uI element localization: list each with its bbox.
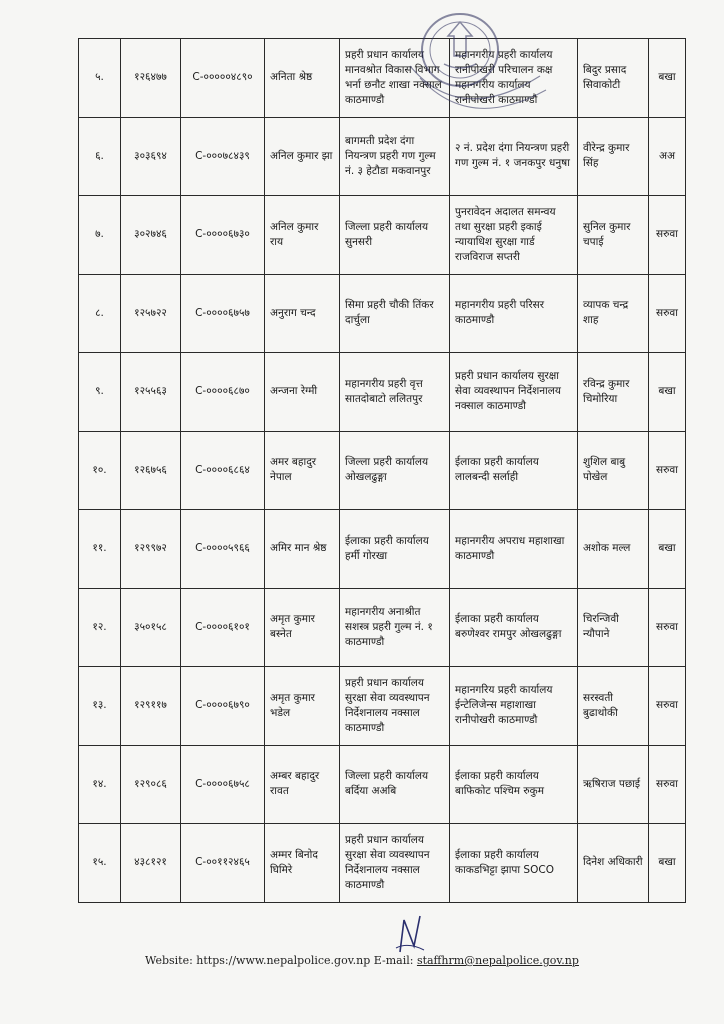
status-cell: सरुवा <box>649 667 686 746</box>
table-body <box>79 39 686 903</box>
employee-id-cell: १२६४७७ <box>121 39 181 118</box>
employee-id-cell: ३०२७४६ <box>121 196 181 275</box>
employee-code-cell: C-००००६७३० <box>181 196 265 275</box>
employee-id-cell: १२९९७२ <box>121 510 181 589</box>
current-office-cell: सिमा प्रहरी चौकी तिंकर दार्चुला <box>340 274 450 353</box>
employee-name-cell: अम्मर बिनोद घिमिरे <box>265 824 340 903</box>
requester-cell: रविन्द्र कुमार चिमोरिया <box>578 353 649 432</box>
requester-cell: सुनिल कुमार चपाई <box>578 196 649 275</box>
employee-code-cell: C-००००६७९० <box>181 667 265 746</box>
requester-cell: ऋषिराज पछाई <box>578 745 649 824</box>
serial-number-cell: १३. <box>79 667 121 746</box>
serial-number-cell: १४. <box>79 745 121 824</box>
employee-code-cell: C-०००००४८९० <box>181 39 265 118</box>
employee-name-cell: अम्बर बहादुर रावत <box>265 745 340 824</box>
table-row <box>79 274 686 353</box>
employee-id-cell: ३५०१५८ <box>121 588 181 667</box>
table-row <box>79 431 686 510</box>
website-text: Website: https://www.nepalpolice.gov.np <box>145 954 371 967</box>
current-office-cell: जिल्ला प्रहरी कार्यालय ओखलढुङ्गा <box>340 431 450 510</box>
current-office-cell: महानगरीय प्रहरी वृत्त सातदोबाटो ललितपुर <box>340 353 450 432</box>
current-office-cell: प्रहरी प्रधान कार्यालय मानवश्रोत विकास विभाग भर्ना छनौट शाखा नक्साल काठमाण्डौ <box>340 39 450 118</box>
new-office-cell: महानगरिय प्रहरी कार्यालय ईन्टेलिजेन्स महाशाखा रानीपोखरी काठमाण्डौ <box>450 667 578 746</box>
requester-cell: अशोक मल्ल <box>578 510 649 589</box>
table-row <box>79 353 686 432</box>
employee-name-cell: अमृत कुमार बस्नेत <box>265 588 340 667</box>
employee-id-cell: ४३८१२१ <box>121 824 181 903</box>
new-office-cell: ईलाका प्रहरी कार्यालय लालबन्दी सर्लाही <box>450 431 578 510</box>
current-office-cell: प्रहरी प्रधान कार्यालय सुरक्षा सेवा व्यवस्थापन निर्देशनालय नक्साल काठमाण्डौ <box>340 824 450 903</box>
status-cell: बखा <box>649 39 686 118</box>
status-cell: अअ <box>649 117 686 196</box>
table-row <box>79 510 686 589</box>
employee-id-cell: १२५५६३ <box>121 353 181 432</box>
serial-number-cell: ५. <box>79 39 121 118</box>
transfer-table <box>78 38 686 903</box>
serial-number-cell: १२. <box>79 588 121 667</box>
new-office-cell: महानगरीय अपराध महाशाखा काठमाण्डौ <box>450 510 578 589</box>
new-office-cell: पुनरावेदन अदालत समन्वय तथा सुरक्षा प्रहरी इकाई न्यायाधिश सुरक्षा गार्ड राजविराज सप्तरी <box>450 196 578 275</box>
table-row <box>79 745 686 824</box>
status-cell: बखा <box>649 824 686 903</box>
employee-name-cell: अमृत कुमार भडेल <box>265 667 340 746</box>
current-office-cell: महानगरीय अनाश्रीत सशस्त्र प्रहरी गुल्म नं. १ काठमाण्डौ <box>340 588 450 667</box>
status-cell: सरुवा <box>649 196 686 275</box>
employee-name-cell: अमिर मान श्रेष्ठ <box>265 510 340 589</box>
requester-cell: सरस्वती बुढाथोकी <box>578 667 649 746</box>
requester-cell: चिरन्जिवी न्यौपाने <box>578 588 649 667</box>
employee-name-cell: अन्जना रेग्मी <box>265 353 340 432</box>
serial-number-cell: १५. <box>79 824 121 903</box>
email-link[interactable]: staffhrm@nepalpolice.gov.np <box>416 954 579 967</box>
employee-name-cell: अमर बहादुर नेपाल <box>265 431 340 510</box>
requester-cell: दिनेश अधिकारी <box>578 824 649 903</box>
status-cell: सरुवा <box>649 274 686 353</box>
requester-cell: वीरेन्द्र कुमार सिंह <box>578 117 649 196</box>
table-row <box>79 588 686 667</box>
requester-cell: शुशिल बाबु पोखेल <box>578 431 649 510</box>
signature-icon <box>390 912 430 954</box>
new-office-cell: प्रहरी प्रधान कार्यालय सुरक्षा सेवा व्यवस्थापन निर्देशनालय नक्साल काठमाण्डौ <box>450 353 578 432</box>
current-office-cell: प्रहरी प्रधान कार्यालय सुरक्षा सेवा व्यवस्थापन निर्देशनालय नक्साल काठमाण्डौ <box>340 667 450 746</box>
current-office-cell: जिल्ला प्रहरी कार्यालय सुनसरी <box>340 196 450 275</box>
employee-name-cell: अनुराग चन्द <box>265 274 340 353</box>
current-office-cell: बागमती प्रदेश दंगा नियन्त्रण प्रहरी गण गुल्म नं. ३ हेटौडा मकवानपुर <box>340 117 450 196</box>
employee-id-cell: १२९११७ <box>121 667 181 746</box>
page-footer <box>0 954 724 967</box>
serial-number-cell: ६. <box>79 117 121 196</box>
new-office-cell: ईलाका प्रहरी कार्यालय बरुणेश्वर रामपुर ओखलढुङ्गा <box>450 588 578 667</box>
table-row <box>79 196 686 275</box>
requester-cell: बिदुर प्रसाद सिवाकोटी <box>578 39 649 118</box>
employee-id-cell: ३०३६९४ <box>121 117 181 196</box>
email-label: E-mail: <box>373 954 414 967</box>
employee-code-cell: C-०००७८४३९ <box>181 117 265 196</box>
employee-code-cell: C-००००६७५७ <box>181 274 265 353</box>
serial-number-cell: ७. <box>79 196 121 275</box>
table-row <box>79 824 686 903</box>
status-cell: बखा <box>649 510 686 589</box>
new-office-cell: ईलाका प्रहरी कार्यालय बाफिकोट पश्चिम रुकुम <box>450 745 578 824</box>
new-office-cell: ईलाका प्रहरी कार्यालय काकडभिट्टा झापा SOCO <box>450 824 578 903</box>
employee-id-cell: १२६७५६ <box>121 431 181 510</box>
employee-name-cell: अनिता श्रेष्ठ <box>265 39 340 118</box>
new-office-cell: २ नं. प्रदेश दंगा नियन्त्रण प्रहरी गण गुल्म नं. १ जनकपुर धनुषा <box>450 117 578 196</box>
status-cell: सरुवा <box>649 431 686 510</box>
employee-name-cell: अनिल कुमार झा <box>265 117 340 196</box>
status-cell: सरुवा <box>649 588 686 667</box>
requester-cell: व्यापक चन्द्र शाह <box>578 274 649 353</box>
serial-number-cell: ९. <box>79 353 121 432</box>
table-row <box>79 117 686 196</box>
employee-code-cell: C-००११२४६५ <box>181 824 265 903</box>
employee-id-cell: १२५७२२ <box>121 274 181 353</box>
employee-name-cell: अनिल कुमार राय <box>265 196 340 275</box>
table-row <box>79 39 686 118</box>
employee-code-cell: C-००००६७५८ <box>181 745 265 824</box>
serial-number-cell: ८. <box>79 274 121 353</box>
new-office-cell: महानगरीय प्रहरी कार्यालय रानीपोखरी परिचालन कक्ष महानगरीय कार्यालय रानीपोखरी काठमाण्डौ <box>450 39 578 118</box>
employee-id-cell: १२९०८६ <box>121 745 181 824</box>
status-cell: सरुवा <box>649 745 686 824</box>
status-cell: बखा <box>649 353 686 432</box>
new-office-cell: महानगरीय प्रहरी परिसर काठमाण्डौ <box>450 274 578 353</box>
current-office-cell: ईलाका प्रहरी कार्यालय हर्मी गोरखा <box>340 510 450 589</box>
employee-code-cell: C-००००६८७० <box>181 353 265 432</box>
current-office-cell: जिल्ला प्रहरी कार्यालय बर्दिया अअबि <box>340 745 450 824</box>
employee-code-cell: C-००००६८६४ <box>181 431 265 510</box>
serial-number-cell: १०. <box>79 431 121 510</box>
serial-number-cell: ११. <box>79 510 121 589</box>
employee-code-cell: C-००००५९६६ <box>181 510 265 589</box>
table-row <box>79 667 686 746</box>
employee-code-cell: C-००००६१०१ <box>181 588 265 667</box>
